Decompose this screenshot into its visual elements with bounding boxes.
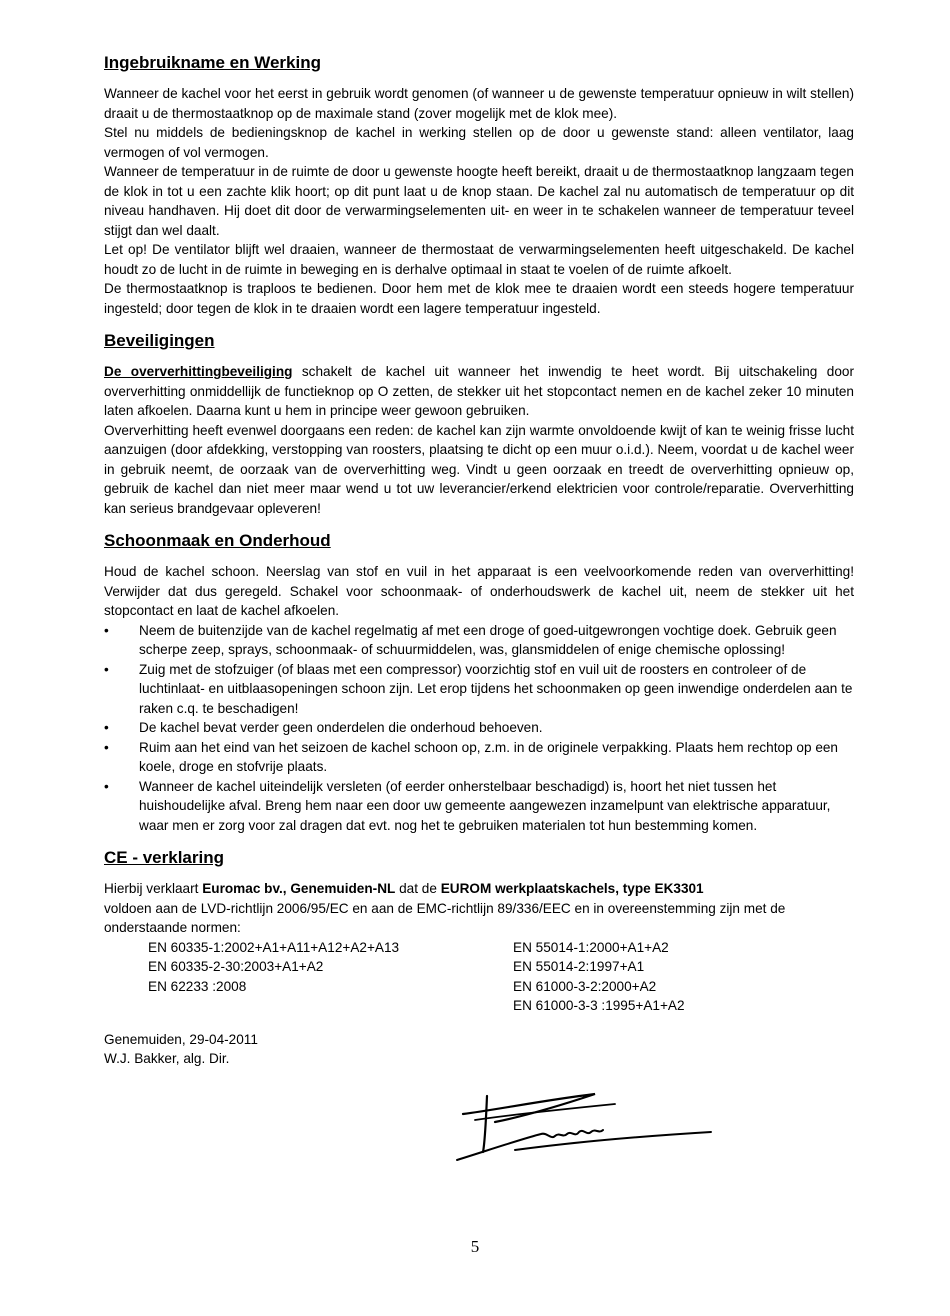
list-item-text: Ruim aan het eind van het seizoen de kachel schoon op, z.m. in de originele verpakking. Plaats hem rechtop op een koele, droge en stofvrije plaats. [139,739,838,774]
norms-left-column [104,938,513,1016]
section-ingebruikname [104,52,854,318]
signer-name: W.J. Bakker, alg. Dir. [104,1051,230,1066]
norms-right-column [513,938,854,1016]
signature-block [104,1030,854,1069]
place-date: Genemuiden, 29-04-2011 [104,1031,258,1047]
handwritten-signature [455,1090,720,1170]
lead-term: De oververhittingbeveiliging [104,364,293,379]
paragraph: Stel nu middels de bedieningsknop de kachel in werking stellen op de door u gewenste stand: alleen ventilator, laag vermogen of vol vermogen. [104,125,854,160]
bullet: • [104,739,109,755]
text: dat de [395,881,441,896]
list-item [104,621,854,660]
paragraph: Let op! De ventilator blijft wel draaien, wanneer de thermostaat de verwarmingselementen heeft uitgeschakeld. De kachel houdt zo de lucht in de ruimte in beweging en is derhalve optimaal in staat te voelen of de ruimte afkoelt. [104,242,854,277]
paragraph [104,879,854,899]
norm-item: EN 61000-3-3 :1995+A1+A2 [513,998,685,1013]
list-item-text: Neem de buitenzijde van de kachel regelmatig af met een droge of goed-uitgewrongen vochtige doek. Gebruik geen scherpe zeep, sprays, schoonmaak- of schuurmiddelen, was, glansmiddelen of enige chemische oplossing! [139,622,837,657]
norms-table [104,938,854,1016]
list-item [104,738,854,777]
paragraph: Wanneer de kachel voor het eerst in gebruik wordt genomen (of wanneer u de gewenste temperatuur opnieuw in wilt stellen) draait u de thermostaatknop op de maximale stand (zover mogelijk met de klok mee). [104,86,854,121]
norm-item: EN 55014-1:2000+A1+A2 [513,939,669,955]
section-title: CE - verklaring [104,848,224,867]
list-item [104,777,854,836]
paragraph: Oververhitting heeft evenwel doorgaans een reden: de kachel kan zijn warmte onvoldoende kwijt of kan te weinig frisse lucht aanzuigen (door afdekking, verstopping van roosters, plaatsing te dicht op een muur o.i.d.). Neem, voordat u de kachel weer in gebruik neemt, de oorzaak van de oververhitting weg. Vindt u geen oorzaak en treedt de oververhitting opnieuw op, gebruik de kachel dan niet meer maar wend u tot uw leverancier/erkend elektricien voor controle/reparatie. Oververhitting kan serieus brandgevaar opleveren! [104,422,854,516]
section-title: Ingebruikname en Werking [104,53,321,72]
list-item-text: Wanneer de kachel uiteindelijk versleten (of eerder onherstelbaar beschadigd) is, hoort het niet tussen het huishoudelijke afval. Breng hem naar een door uw gemeente aangewezen inzamelpunt van elektrische apparatuur, waar men er zorg voor zal dragen dat evt. nog het te gebruiken materialen tot hun bestemming komen. [139,778,831,833]
bullet: • [104,622,109,638]
document-page [104,52,854,1081]
section-schoonmaak [104,530,854,835]
norm-item: EN 55014-2:1997+A1 [513,959,645,974]
norm-item: EN 60335-1:2002+A1+A11+A12+A2+A13 [148,939,400,955]
paragraph-text: schakelt de kachel uit wanneer het inwendig te heet wordt. Bij uitschakeling door oververhitting onmiddellijk de functieknop op O zetten, de stekker uit het stopcontact nemen en de kachel zeker 10 minuten laten afkoelen. Daarna kunt u hem in principe weer gewoon gebruiken. [104,364,854,418]
norm-item: EN 60335-2-30:2003+A1+A2 [148,959,324,974]
bullet: • [104,720,109,735]
paragraph: Wanneer de temperatuur in de ruimte de door u gewenste hoogte heeft bereikt, draait u de thermostaatknop langzaam tegen de klok in tot u een zachte klik hoort; op dit punt laat u de knop staan. De kachel zal nu automatisch de temperatuur op dit niveau handhaven. Hij doet dit door de verwarmingselementen uit- en weer in te schakelen wanneer de temperatuur teveel stijgt dan wel daalt. [104,164,854,238]
section-title: Beveiligingen [104,331,215,350]
company-name: Euromac bv., Genemuiden-NL [202,881,396,896]
list-item-text: Zuig met de stofzuiger (of blaas met een compressor) voorzichtig stof en vuil uit de roosters en controleer of de luchtinlaat- en uitblaasopeningen schoon zijn. Let erop tijdens het schoonmaken op geen inwendige onderdelen aan te raken c.q. te beschadigen! [139,661,853,716]
list-item [104,718,854,738]
list-item [104,660,854,719]
paragraph: Houd de kachel schoon. Neerslag van stof en vuil in het apparaat is een veelvoorkomende reden van oververhitting! Verwijder dat dus geregeld. Schakel voor schoonmaak- of onderhoudswerk de kachel uit, neem de stekker uit het stopcontact en laat de kachel afkoelen. [104,564,854,618]
list-item-text: De kachel bevat verder geen onderdelen die onderhoud behoeven. [139,720,543,735]
maintenance-list [104,621,854,836]
paragraph: voldoen aan de LVD-richtlijn 2006/95/EC en aan de EMC-richtlijn 89/336/EEC en in overeenstemming zijn met de onderstaande normen: [104,900,786,935]
page-number: 5 [470,1237,480,1256]
norm-item: EN 61000-3-2:2000+A2 [513,978,657,994]
section-title: Schoonmaak en Onderhoud [104,531,331,550]
bullet: • [104,778,109,794]
section-ce [104,847,854,1069]
section-beveiligingen [104,330,854,518]
bullet: • [104,661,109,677]
product-name: EUROM werkplaatskachels, type EK3301 [440,881,704,896]
paragraph [104,362,854,421]
text: Hierbij verklaart [104,881,203,896]
paragraph: De thermostaatknop is traploos te bedienen. Door hem met de klok mee te draaien wordt een steeds hogere temperatuur ingesteld; door tegen de klok in te draaien wordt een lagere temperatuur ingesteld. [104,281,854,316]
norm-item: EN 62233 :2008 [148,978,247,994]
